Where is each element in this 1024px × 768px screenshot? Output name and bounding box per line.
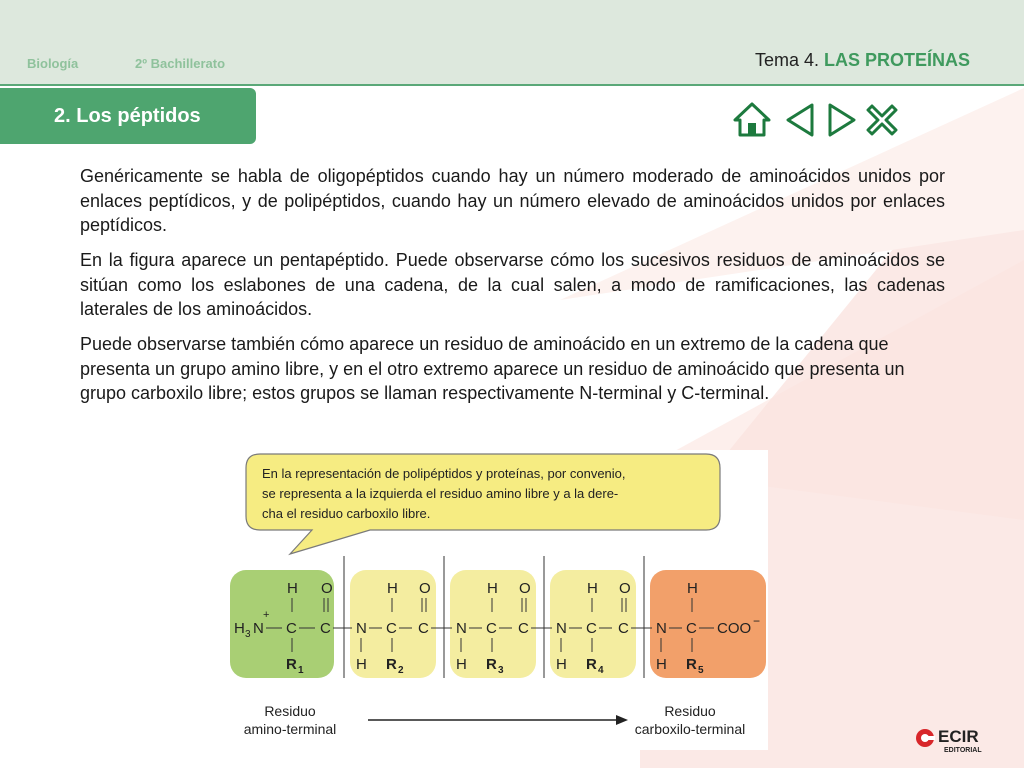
atom-c: C bbox=[418, 620, 429, 637]
header-divider bbox=[0, 84, 1024, 86]
paragraph-3-text: Puede observarse también cómo aparece un residuo de aminoácido en un extremo de la cadena que presenta un grupo amino libre, y en el otro extremo aparece un residuo de aminoácido que presenta un grupo carboxilo libre; estos grupos se llaman respectivamente N-terminal y C-terminal. bbox=[80, 334, 905, 403]
atom-n: N bbox=[556, 620, 567, 637]
atom-h: H bbox=[556, 656, 567, 673]
side-chain-r: R bbox=[286, 656, 297, 673]
atom-h: H bbox=[287, 580, 298, 597]
atom-c: C bbox=[486, 620, 497, 637]
callout-line-3: cha el residuo carboxilo libre. bbox=[262, 506, 431, 521]
paragraph-2-text: En la figura aparece un pentapéptido. Puede observarse cómo los sucesivos residuos de aminoácidos se sitúan como los eslabones de una cadena, de la cual salen, a modo de ramificaciones, las cadenas laterales de los aminoácidos. bbox=[80, 250, 945, 319]
atom-c: C bbox=[518, 620, 529, 637]
atom-c: C bbox=[320, 620, 331, 637]
side-chain-sub: 5 bbox=[698, 665, 704, 676]
side-chain-sub: 1 bbox=[298, 665, 304, 676]
topic-title bbox=[755, 50, 970, 71]
atom-n: N bbox=[656, 620, 667, 637]
atom-c: C bbox=[686, 620, 697, 637]
carboxylate-group: COO bbox=[717, 620, 752, 637]
section-title: 2. Los péptidos bbox=[0, 88, 256, 144]
arrow-right-icon[interactable] bbox=[824, 100, 860, 140]
atom-c: C bbox=[286, 620, 297, 637]
subject-label: Biología bbox=[27, 56, 79, 71]
side-chain-r: R bbox=[486, 656, 497, 673]
paragraph-2 bbox=[80, 248, 945, 322]
side-chain-r: R bbox=[686, 656, 697, 673]
topic-name: LAS PROTEÍNAS bbox=[823, 50, 970, 70]
atom-h: H bbox=[387, 580, 398, 597]
atom-o: O bbox=[321, 580, 333, 597]
atom-h: H bbox=[456, 656, 467, 673]
side-chain-r: R bbox=[386, 656, 397, 673]
logo-text: ECIR bbox=[938, 727, 979, 746]
side-chain-sub: 2 bbox=[398, 665, 404, 676]
atom-n: N bbox=[456, 620, 467, 637]
atom-o: O bbox=[419, 580, 431, 597]
topic-prefix: Tema 4. bbox=[754, 50, 819, 70]
atom-n: N bbox=[356, 620, 367, 637]
paragraph-1-text: Genéricamente se habla de oligopéptidos cuando hay un número moderado de aminoácidos unidos por enlaces peptídicos, y de polipéptidos, cuando hay un número elevado de aminoácidos unidos por enlaces peptídicos. bbox=[80, 166, 945, 235]
paragraph-3 bbox=[80, 332, 950, 406]
arrow-head bbox=[616, 715, 628, 725]
paragraph-1 bbox=[80, 164, 945, 238]
header-bar bbox=[0, 0, 1024, 86]
label-amino-terminal-2: amino-terminal bbox=[243, 721, 337, 737]
atom-n: N bbox=[253, 620, 264, 637]
callout-line-2: se representa a la izquierda el residuo amino libre y a la dere- bbox=[262, 486, 619, 501]
amino-group-h: H bbox=[234, 620, 245, 637]
home-icon[interactable] bbox=[732, 100, 772, 140]
atom-c: C bbox=[386, 620, 397, 637]
atom-h: H bbox=[656, 656, 667, 673]
pentapeptide-figure bbox=[220, 450, 768, 750]
charge-plus: + bbox=[263, 609, 270, 621]
atom-h: H bbox=[356, 656, 367, 673]
side-chain-r: R bbox=[586, 656, 597, 673]
atom-h: H bbox=[487, 580, 498, 597]
residue-box-1 bbox=[230, 570, 334, 678]
level-label: 2º Bachillerato bbox=[135, 56, 226, 71]
atom-c: C bbox=[586, 620, 597, 637]
atom-c: C bbox=[618, 620, 629, 637]
label-amino-terminal-1: Residuo bbox=[264, 703, 316, 719]
side-chain-sub: 4 bbox=[598, 665, 604, 676]
label-carboxyl-terminal-1: Residuo bbox=[664, 703, 716, 719]
side-chain-sub: 3 bbox=[498, 665, 504, 676]
atom-h: H bbox=[687, 580, 698, 597]
atom-o: O bbox=[619, 580, 631, 597]
label-carboxyl-terminal-2: carboxilo-terminal bbox=[634, 721, 746, 737]
callout-line-1: En la representación de polipéptidos y proteínas, por convenio, bbox=[262, 466, 626, 481]
publisher-logo bbox=[914, 724, 1004, 754]
atom-o: O bbox=[519, 580, 531, 597]
close-icon[interactable] bbox=[862, 100, 902, 140]
atom-h: H bbox=[587, 580, 598, 597]
logo-subtext: EDITORIAL bbox=[944, 747, 982, 754]
amino-group-sub: 3 bbox=[245, 629, 251, 640]
arrow-left-icon[interactable] bbox=[782, 100, 818, 140]
charge-minus: − bbox=[753, 614, 761, 628]
